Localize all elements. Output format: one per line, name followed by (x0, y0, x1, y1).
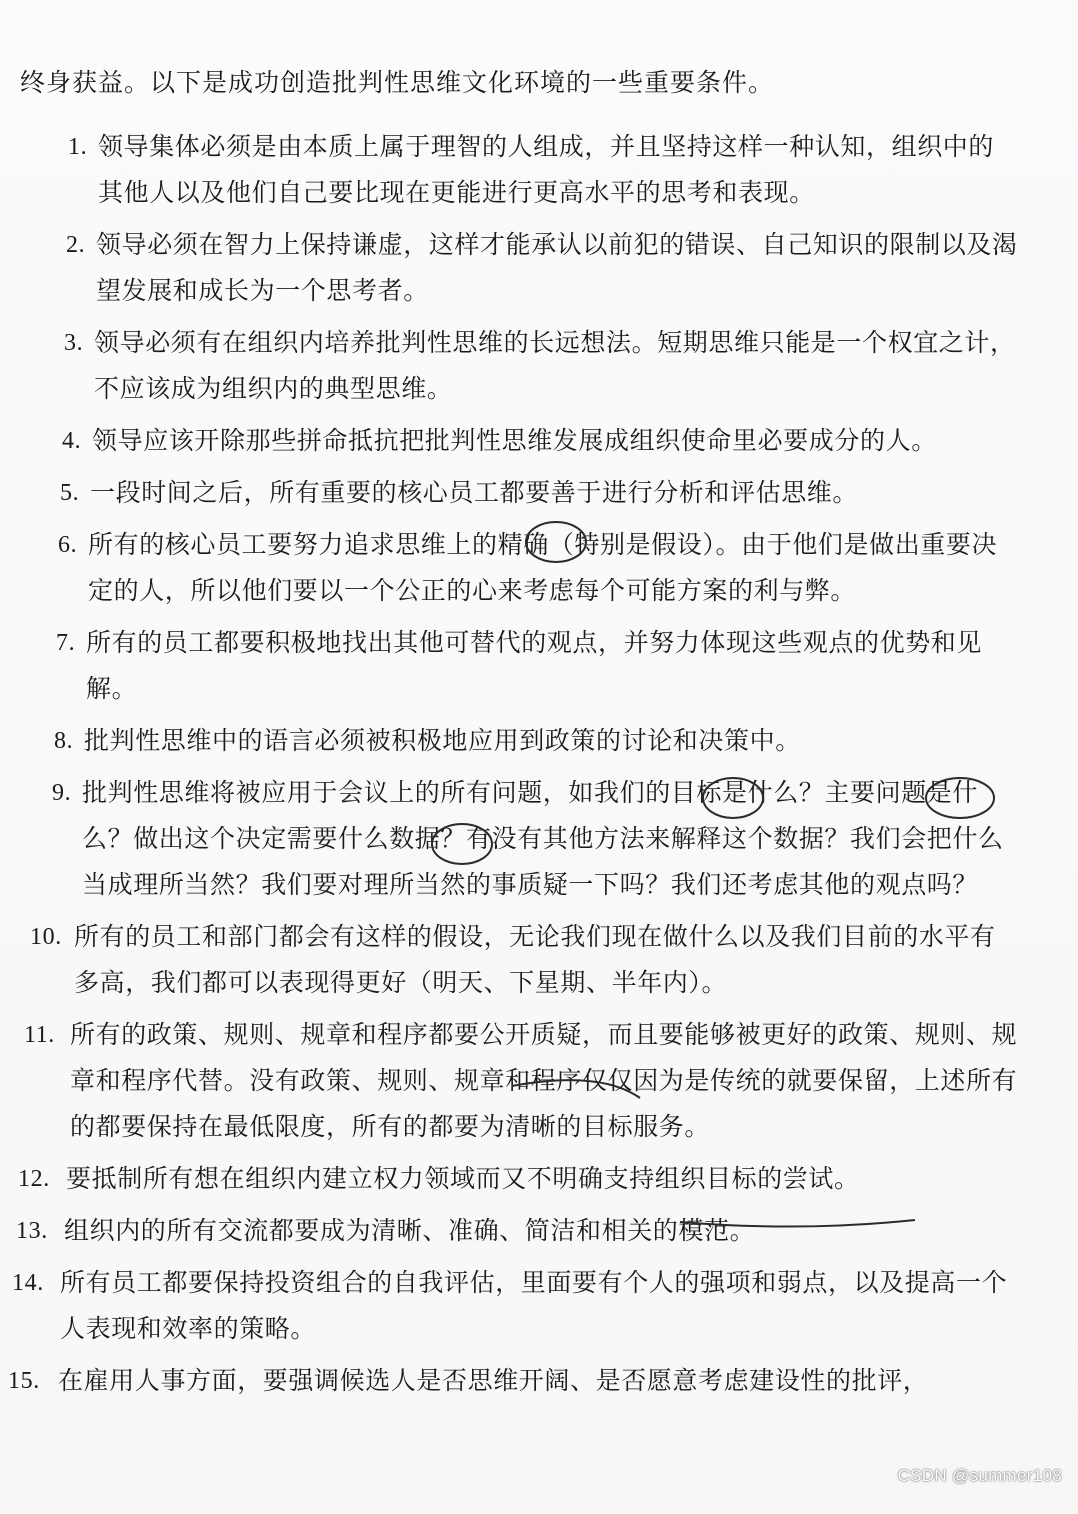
item-number: 1. (68, 134, 88, 160)
item-text: 所有的政策、规则、规章和程序都要公开质疑，而且要能够被更好的政策、规则、规章和程序代替。没有政策、规则、规章和程序仅仅因为是传统的就要保留，上述所有的都要保持在最低限度，所有的都要为清晰的目标服务。 (70, 1020, 1018, 1141)
list-item (0, 1156, 1078, 1202)
condition-list (0, 124, 1078, 1410)
item-number: 2. (66, 232, 86, 258)
item-number: 4. (62, 428, 82, 454)
list-item (0, 770, 1078, 908)
intro-line: 终身获益。以下是成功创造批判性思维文化环境的一些重要条件。 (20, 68, 775, 97)
item-text: 组织内的所有交流都要成为清晰、准确、简洁和相关的模范。 (64, 1216, 756, 1245)
item-number: 9. (52, 780, 72, 806)
item-number: 8. (54, 728, 74, 754)
item-text: 在雇用人事方面，要强调候选人是否思维开阔、是否愿意考虑建设性的批评， (58, 1366, 929, 1395)
item-text: 所有的员工和部门都会有这样的假设，无论我们现在做什么以及我们目前的水平有多高，我们都可以表现得更好（明天、下星期、半年内）。 (74, 922, 996, 997)
item-number: 13. (16, 1218, 48, 1244)
item-text: 所有的核心员工要努力追求思维上的精确（特别是假设）。由于他们是做出重要决定的人，所以他们要以一个公正的心来考虑每个可能方案的利与弊。 (88, 530, 998, 605)
list-item (0, 522, 1078, 614)
list-item (0, 914, 1078, 1006)
item-number: 15. (8, 1368, 40, 1394)
item-text: 所有的员工都要积极地找出其他可替代的观点，并努力体现这些观点的优势和见解。 (86, 628, 983, 703)
list-item (0, 222, 1078, 314)
list-item (0, 1208, 1078, 1254)
list-item (0, 320, 1078, 412)
list-item (0, 470, 1078, 516)
item-number: 14. (12, 1270, 44, 1296)
item-number: 12. (18, 1166, 50, 1192)
item-text: 领导应该开除那些拼命抵抗把批判性思维发展成组织使命里必要成分的人。 (92, 426, 937, 455)
item-number: 3. (64, 330, 84, 356)
item-text: 一段时间之后，所有重要的核心员工都要善于进行分析和评估思维。 (90, 478, 859, 507)
list-item (0, 1358, 1078, 1404)
item-number: 6. (58, 532, 78, 558)
item-text: 批判性思维中的语言必须被积极地应用到政策的讨论和决策中。 (84, 726, 801, 755)
list-item (0, 418, 1078, 464)
list-item (0, 1260, 1078, 1352)
item-text: 要抵制所有想在组织内建立权力领域而又不明确支持组织目标的尝试。 (66, 1164, 860, 1193)
list-item (0, 124, 1078, 216)
item-number: 5. (60, 480, 80, 506)
item-text: 领导必须有在组织内培养批判性思维的长远想法。短期思维只能是一个权宜之计，不应该成为组织内的典型思维。 (94, 328, 1016, 403)
item-text: 领导集体必须是由本质上属于理智的人组成，并且坚持这样一种认知，组织中的其他人以及他们自己要比现在更能进行更高水平的思考和表现。 (98, 132, 995, 207)
item-text: 领导必须在智力上保持谦虚，这样才能承认以前犯的错误、自己知识的限制以及渴望发展和成长为一个思考者。 (96, 230, 1018, 305)
csdn-watermark: CSDN @summer108 (897, 1466, 1062, 1485)
item-text: 所有员工都要保持投资组合的自我评估，里面要有个人的强项和弱点，以及提高一个人表现和效率的策略。 (60, 1268, 1008, 1343)
list-item (0, 718, 1078, 764)
list-item (0, 620, 1078, 712)
item-number: 7. (56, 630, 76, 656)
item-number: 10. (30, 924, 62, 950)
list-item (0, 1012, 1078, 1150)
item-text: 批判性思维将被应用于会议上的所有问题，如我们的目标是什么？主要问题是什么？做出这个决定需要什么数据？有没有其他方法来解释这个数据？我们会把什么当成理所当然？我们要对理所当然的事质疑一下吗？我们还考虑其他的观点吗？ (82, 778, 1004, 899)
item-number: 11. (24, 1022, 55, 1048)
